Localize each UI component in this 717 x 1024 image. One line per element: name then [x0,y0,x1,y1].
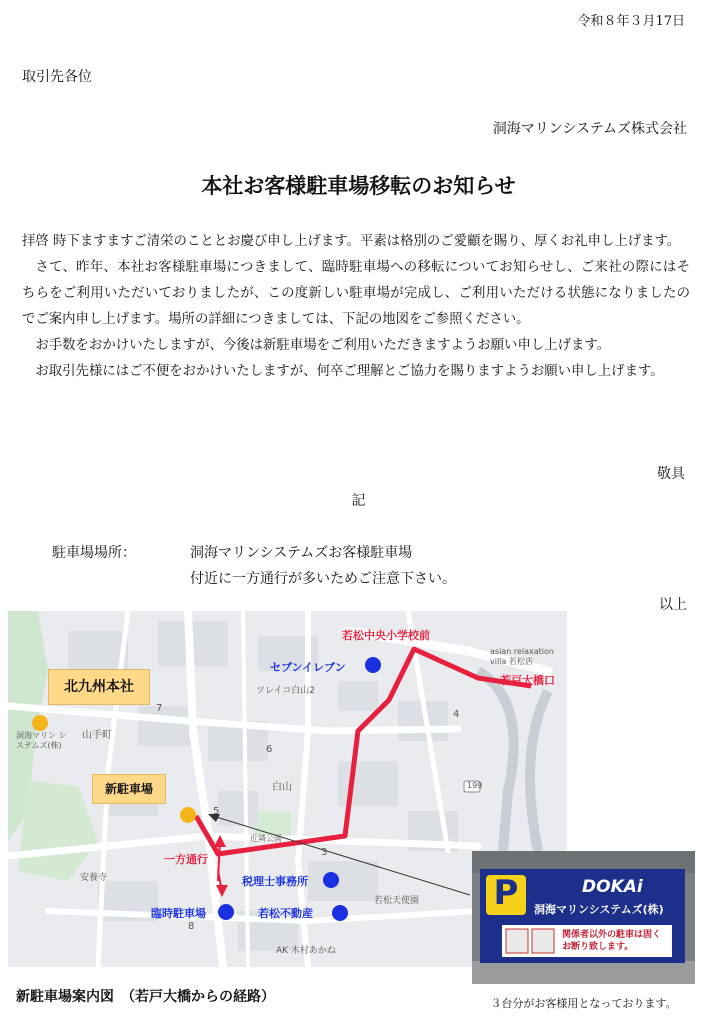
oneway-label: 一方通行 [164,853,208,866]
hakusan-shop-label: ツレイコ白山2 [256,686,315,696]
new-parking-callout: 新駐車場 [92,774,166,804]
company-small-label: 洞海マリン システムズ(株) [16,731,67,750]
recipient: 取引先各位 [22,69,92,85]
sign-brand: DOKAi [582,877,643,897]
tax-office-label: 税理士事務所 [242,875,308,888]
p-letter: P [493,873,519,913]
location-name: 洞海マリンシステムズお客様駐車場 [190,545,413,561]
map-caption: 新駐車場案内図 （若戸大橋からの経路） [16,989,275,1005]
block-number: 8 [188,921,195,932]
bridge-label: 若戸大橋口 [500,674,555,687]
block-number: 4 [453,709,460,720]
body-text [22,229,690,385]
tenmangu-label: 若松天使園 [374,896,420,906]
ki-heading: 記 [351,493,366,509]
location-label: 駐車場場所： [52,545,136,561]
location-note: 付近に一方通行が多いためご注意下さい。 [190,571,456,587]
route-number: 199 [467,781,483,790]
date: 令和８年３月17日 [577,14,685,29]
block-number: 7 [156,703,163,714]
realty-label: 若松不動産 [258,907,313,920]
ankokuji-label: 安養寺 [80,873,108,883]
park-label: 近隣公園 [250,834,282,843]
closing: 敬具 [657,466,685,482]
block-number: 6 [266,744,273,755]
sign-caption: ３台分がお客様用となっております。 [490,997,677,1010]
school-label: 若松中央小学校前 [342,629,430,642]
kimura-label: AK 木村あかね [276,946,336,956]
parking-sign-photo [472,851,695,984]
hakusan-label: 白山 [272,782,292,793]
sign-company: 洞海マリンシステムズ(株) [534,903,664,916]
temp-parking-label: 臨時駐車場 [151,907,206,920]
seven-label: セブンイレブン [270,661,346,674]
block-number: 5 [213,806,220,817]
sender: 洞海マリンシステムズ株式会社 [492,121,687,137]
yamate-label: 山手町 [82,730,112,741]
asian-villa-label: asian relaxation villa 若松店 [490,647,554,666]
sign-notice: 関係者以外の駐車は固くお断り致します。 [562,930,662,952]
hq-callout: 北九州本社 [48,669,150,705]
page-title: 本社お客様駐車場移転のお知らせ [201,174,516,198]
end-mark: 以上 [659,597,687,613]
paragraph: 拝啓 時下ますますご清栄のこととお慶び申し上げます。平素は格別のご愛顧を賜り、厚くお礼申し上げます。 [22,234,681,249]
paragraph: さて、昨年、本社お客様駐車場につきまして、臨時駐車場への移転についてお知らせし、ご来社の際にはそちらをご利用いただいておりましたが、この度新しい駐車場が完成し、ご利用いただける状態になりましたのでご案内申し上げます。場所の詳細につきましては、下記の地図をご参照ください。 [22,260,690,327]
paragraph: お手数をおかけいたしますが、今後は新駐車場をご利用いただきますようお願い申し上げます。 [35,338,611,353]
block-number: 3 [321,847,328,858]
paragraph: お取引先様にはご不便をおかけいたしますが、何卒ご理解とご協力を賜りますようお願い申し上げます。 [35,364,664,379]
sign-graphic [472,851,695,984]
